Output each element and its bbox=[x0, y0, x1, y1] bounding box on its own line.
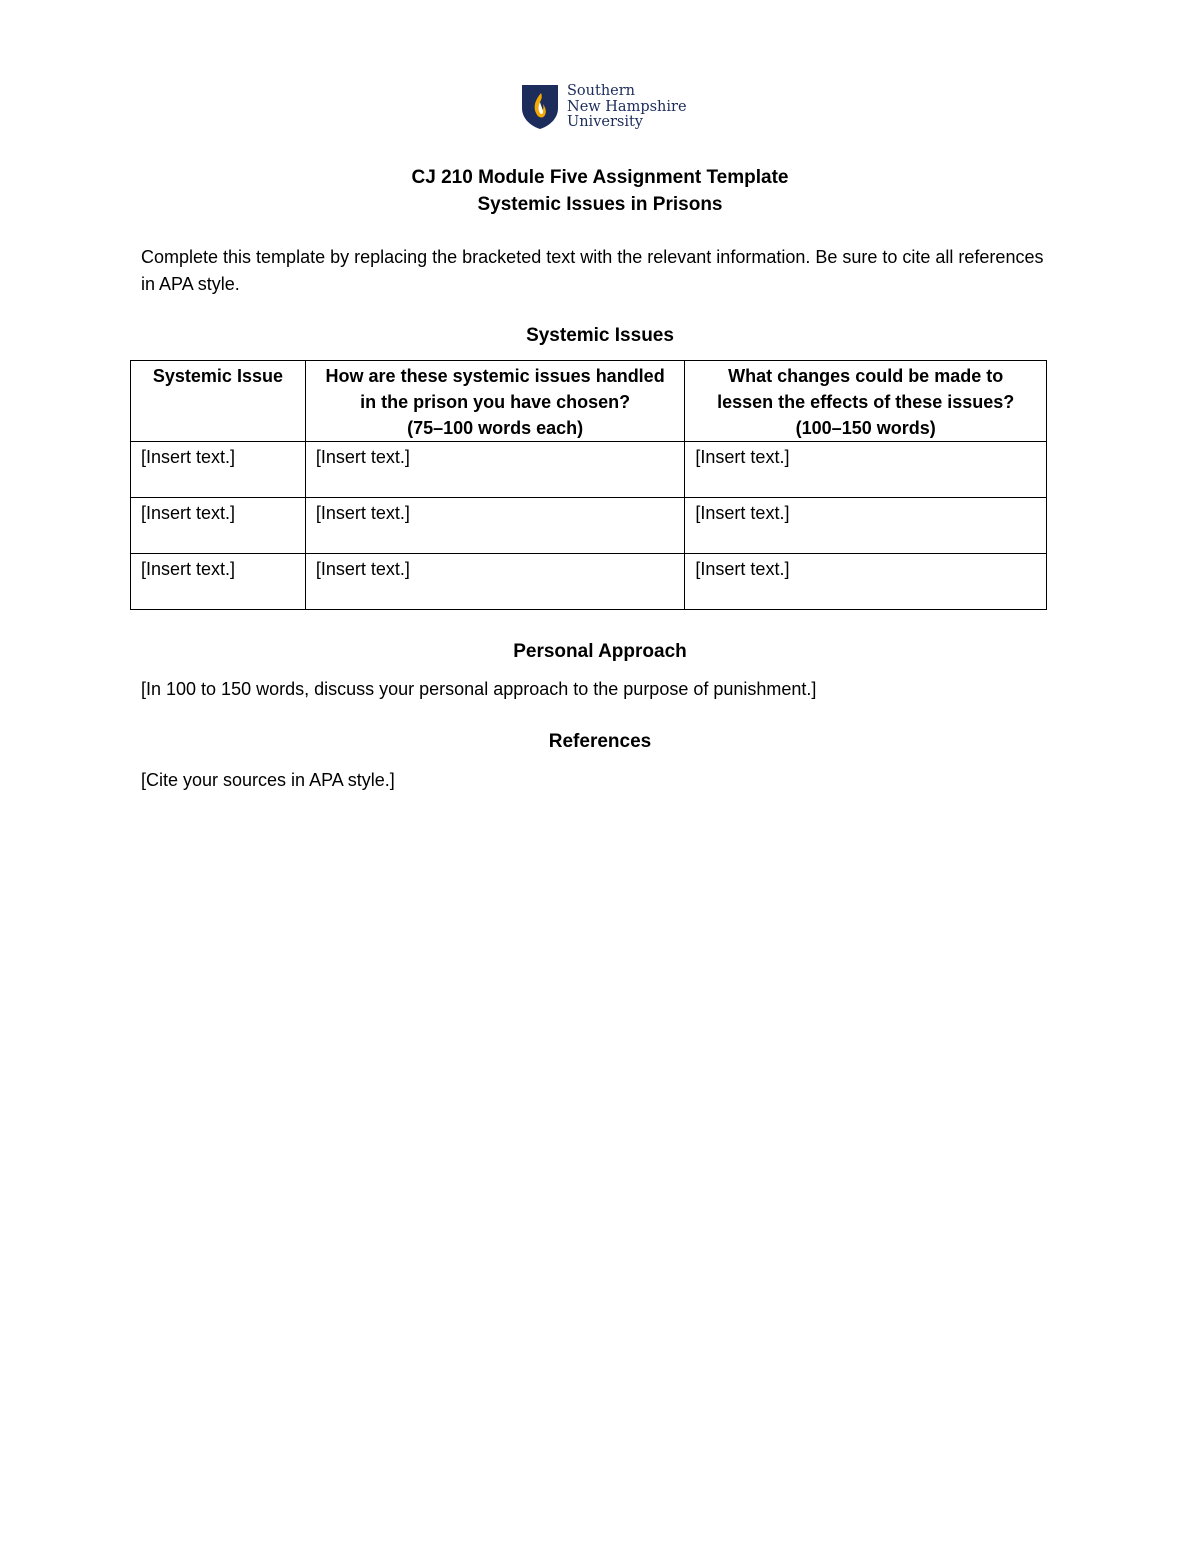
document-title-block bbox=[0, 164, 1200, 218]
table-row bbox=[131, 442, 1047, 498]
header-cell-changes bbox=[685, 361, 1047, 442]
logo-wordmark bbox=[567, 84, 687, 131]
header-cell-systemic-issue bbox=[131, 361, 306, 442]
table-cell[interactable]: [Insert text.] bbox=[685, 498, 1047, 554]
header-line: in the prison you have chosen? bbox=[360, 392, 631, 412]
table-cell[interactable]: [Insert text.] bbox=[305, 442, 685, 498]
flame-shield-icon bbox=[521, 84, 559, 130]
logo-line-1: Southern bbox=[567, 83, 636, 99]
table-cell[interactable]: [Insert text.] bbox=[131, 442, 306, 498]
references-heading: References bbox=[548, 731, 652, 752]
header-line: lessen the effects of these issues? bbox=[717, 392, 1015, 412]
table-row bbox=[131, 554, 1047, 610]
table-cell[interactable]: [Insert text.] bbox=[685, 554, 1047, 610]
table-cell[interactable]: [Insert text.] bbox=[131, 554, 306, 610]
header-cell-how-handled bbox=[305, 361, 685, 442]
document-subtitle: Systemic Issues in Prisons bbox=[477, 194, 723, 215]
header-line: Systemic Issue bbox=[152, 366, 283, 386]
personal-approach-text[interactable]: [In 100 to 150 words, discuss your personal approach to the purpose of punishment.] bbox=[141, 679, 817, 699]
header-line: What changes could be made to bbox=[728, 366, 1004, 386]
systemic-issues-table bbox=[130, 360, 1047, 610]
logo-line-3: University bbox=[567, 114, 643, 130]
table-cell[interactable]: [Insert text.] bbox=[131, 498, 306, 554]
university-logo bbox=[521, 84, 687, 131]
header-line: (100–150 words) bbox=[795, 418, 936, 438]
table-cell[interactable]: [Insert text.] bbox=[685, 442, 1047, 498]
intro-paragraph: Complete this template by replacing the bracketed text with the relevant information. Be sure to cite all references in APA style. bbox=[141, 247, 1044, 294]
header-line: How are these systemic issues handled bbox=[325, 366, 665, 386]
header-line: (75–100 words each) bbox=[407, 418, 584, 438]
table-row bbox=[131, 498, 1047, 554]
table-cell[interactable]: [Insert text.] bbox=[305, 498, 685, 554]
table-cell[interactable]: [Insert text.] bbox=[305, 554, 685, 610]
table-header-row bbox=[131, 361, 1047, 442]
references-text[interactable]: [Cite your sources in APA style.] bbox=[141, 770, 395, 790]
personal-approach-heading: Personal Approach bbox=[513, 641, 687, 662]
document-title: CJ 210 Module Five Assignment Template bbox=[411, 167, 789, 188]
systemic-issues-heading: Systemic Issues bbox=[526, 325, 674, 346]
logo-line-2: New Hampshire bbox=[567, 98, 687, 115]
